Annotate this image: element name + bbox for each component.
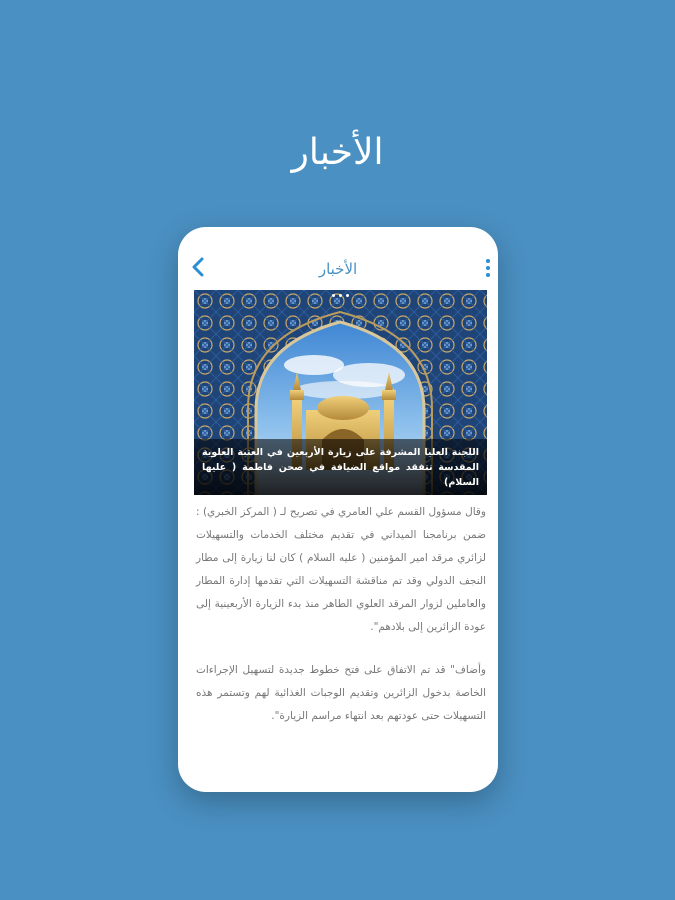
article-paragraph-1: وقال مسؤول القسم علي العامري في تصريح لـ ( المركز الخبري) : ضمن برنامجنا الميداني في تقديم مختلف الخدمات والتسهيلات لزائري مرقد امير المؤمنين ( عليه السلام ) كان لنا زيارة إلى مطار النجف الدولي وقد تم مناقشة التسهيلات التي تقدمها إدارة المطار والعاملين لزوار المرقد العلوي الطاهر منذ بدء الزيارة الأربعينية إلى عودة الزائرين إلى بلادهم". <box>196 506 486 633</box>
phone-mockup <box>178 227 498 792</box>
app-bar <box>178 227 498 291</box>
news-image[interactable] <box>194 290 487 495</box>
slider-dots[interactable] <box>194 294 487 297</box>
article-body <box>196 501 486 748</box>
vertical-dots-icon[interactable] <box>484 259 492 279</box>
article-paragraph-2: وأضاف" قد تم الاتفاق على فتح خطوط جديدة لتسهيل الإجراءات الخاصة بدخول الزائرين وتقديم الوجبات الغذائية لهم وتستمر هذه التسهيلات حتى عودتهم بعد انتهاء مراسم الزيارة". <box>196 664 486 722</box>
hero-title: الأخبار <box>291 132 384 173</box>
image-caption: اللجنة العليا المشرفة على زيارة الأربعين في العتبة العلوية المقدسة تتفقد مواقع الضيافة في صحن فاطمة ( عليها السلام) <box>194 439 487 495</box>
screen-title: الأخبار <box>318 260 358 278</box>
